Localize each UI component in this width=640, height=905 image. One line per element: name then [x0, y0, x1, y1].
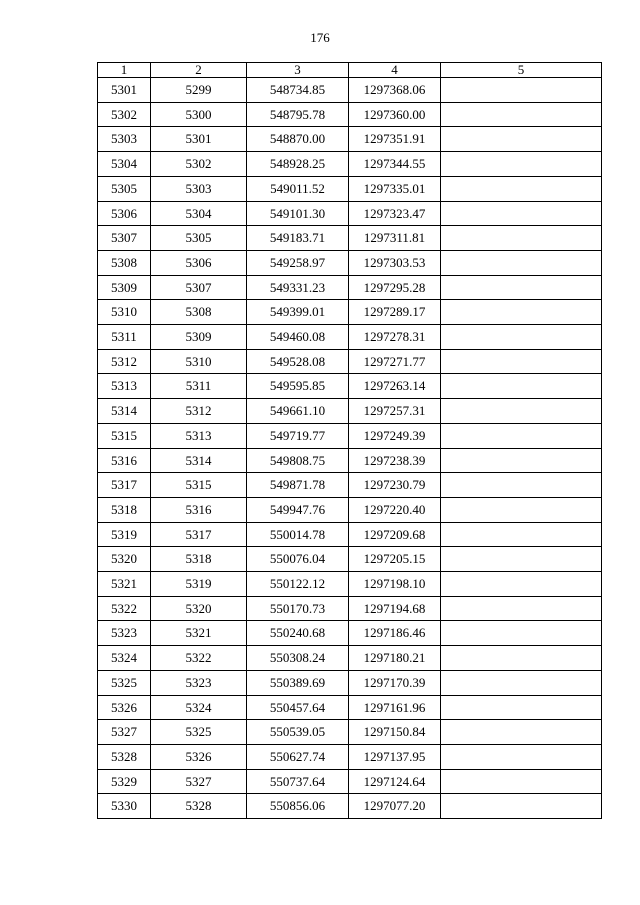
note-cell	[441, 695, 602, 720]
reference-number-cell: 5300	[151, 102, 247, 127]
column-header: 3	[247, 63, 349, 78]
point-number-cell: 5304	[98, 152, 151, 177]
y-coordinate-cell: 1297344.55	[349, 152, 441, 177]
note-cell	[441, 399, 602, 424]
x-coordinate-cell: 549011.52	[247, 176, 349, 201]
table-row	[98, 572, 602, 597]
x-coordinate-cell: 548928.25	[247, 152, 349, 177]
reference-number-cell: 5304	[151, 201, 247, 226]
table-row	[98, 226, 602, 251]
x-coordinate-cell: 548734.85	[247, 78, 349, 103]
y-coordinate-cell: 1297161.96	[349, 695, 441, 720]
table-row	[98, 374, 602, 399]
y-coordinate-cell: 1297249.39	[349, 423, 441, 448]
y-coordinate-cell: 1297180.21	[349, 646, 441, 671]
table-row	[98, 300, 602, 325]
reference-number-cell: 5318	[151, 547, 247, 572]
reference-number-cell: 5317	[151, 522, 247, 547]
reference-number-cell: 5313	[151, 423, 247, 448]
table-row	[98, 176, 602, 201]
point-number-cell: 5327	[98, 720, 151, 745]
x-coordinate-cell: 550076.04	[247, 547, 349, 572]
note-cell	[441, 769, 602, 794]
x-coordinate-cell: 550856.06	[247, 794, 349, 819]
point-number-cell: 5319	[98, 522, 151, 547]
y-coordinate-cell: 1297150.84	[349, 720, 441, 745]
reference-number-cell: 5302	[151, 152, 247, 177]
x-coordinate-cell: 550122.12	[247, 572, 349, 597]
y-coordinate-cell: 1297194.68	[349, 596, 441, 621]
reference-number-cell: 5314	[151, 448, 247, 473]
table-row	[98, 448, 602, 473]
reference-number-cell: 5307	[151, 275, 247, 300]
y-coordinate-cell: 1297278.31	[349, 325, 441, 350]
y-coordinate-cell: 1297209.68	[349, 522, 441, 547]
point-number-cell: 5315	[98, 423, 151, 448]
reference-number-cell: 5321	[151, 621, 247, 646]
y-coordinate-cell: 1297257.31	[349, 399, 441, 424]
table-row	[98, 621, 602, 646]
y-coordinate-cell: 1297170.39	[349, 670, 441, 695]
column-header: 2	[151, 63, 247, 78]
reference-number-cell: 5312	[151, 399, 247, 424]
x-coordinate-cell: 549331.23	[247, 275, 349, 300]
y-coordinate-cell: 1297295.28	[349, 275, 441, 300]
point-number-cell: 5318	[98, 497, 151, 522]
table-row	[98, 522, 602, 547]
table-body	[98, 78, 602, 819]
point-number-cell: 5310	[98, 300, 151, 325]
column-header: 5	[441, 63, 602, 78]
reference-number-cell: 5303	[151, 176, 247, 201]
x-coordinate-cell: 549871.78	[247, 473, 349, 498]
x-coordinate-cell: 549101.30	[247, 201, 349, 226]
point-number-cell: 5312	[98, 349, 151, 374]
point-number-cell: 5305	[98, 176, 151, 201]
x-coordinate-cell: 550240.68	[247, 621, 349, 646]
table-row	[98, 102, 602, 127]
point-number-cell: 5330	[98, 794, 151, 819]
x-coordinate-cell: 550627.74	[247, 744, 349, 769]
table-row	[98, 349, 602, 374]
point-number-cell: 5316	[98, 448, 151, 473]
note-cell	[441, 250, 602, 275]
coordinates-table	[97, 62, 602, 819]
table-row	[98, 399, 602, 424]
page-number: 176	[310, 30, 330, 45]
y-coordinate-cell: 1297220.40	[349, 497, 441, 522]
table-row	[98, 127, 602, 152]
table-row	[98, 769, 602, 794]
note-cell	[441, 127, 602, 152]
point-number-cell: 5308	[98, 250, 151, 275]
x-coordinate-cell: 550737.64	[247, 769, 349, 794]
column-header: 4	[349, 63, 441, 78]
note-cell	[441, 522, 602, 547]
point-number-cell: 5313	[98, 374, 151, 399]
note-cell	[441, 78, 602, 103]
table-row	[98, 720, 602, 745]
point-number-cell: 5302	[98, 102, 151, 127]
note-cell	[441, 300, 602, 325]
table-row	[98, 423, 602, 448]
point-number-cell: 5325	[98, 670, 151, 695]
x-coordinate-cell: 549595.85	[247, 374, 349, 399]
reference-number-cell: 5320	[151, 596, 247, 621]
header-row	[98, 63, 602, 78]
table-row	[98, 744, 602, 769]
table-row	[98, 78, 602, 103]
table-row	[98, 201, 602, 226]
reference-number-cell: 5326	[151, 744, 247, 769]
x-coordinate-cell: 550457.64	[247, 695, 349, 720]
point-number-cell: 5321	[98, 572, 151, 597]
y-coordinate-cell: 1297351.91	[349, 127, 441, 152]
point-number-cell: 5307	[98, 226, 151, 251]
column-header: 1	[98, 63, 151, 78]
reference-number-cell: 5309	[151, 325, 247, 350]
reference-number-cell: 5306	[151, 250, 247, 275]
point-number-cell: 5320	[98, 547, 151, 572]
point-number-cell: 5317	[98, 473, 151, 498]
reference-number-cell: 5316	[151, 497, 247, 522]
x-coordinate-cell: 550308.24	[247, 646, 349, 671]
y-coordinate-cell: 1297335.01	[349, 176, 441, 201]
x-coordinate-cell: 549460.08	[247, 325, 349, 350]
note-cell	[441, 794, 602, 819]
note-cell	[441, 744, 602, 769]
y-coordinate-cell: 1297303.53	[349, 250, 441, 275]
reference-number-cell: 5301	[151, 127, 247, 152]
note-cell	[441, 176, 602, 201]
x-coordinate-cell: 549399.01	[247, 300, 349, 325]
y-coordinate-cell: 1297186.46	[349, 621, 441, 646]
point-number-cell: 5306	[98, 201, 151, 226]
point-number-cell: 5303	[98, 127, 151, 152]
point-number-cell: 5301	[98, 78, 151, 103]
note-cell	[441, 621, 602, 646]
reference-number-cell: 5308	[151, 300, 247, 325]
x-coordinate-cell: 549183.71	[247, 226, 349, 251]
x-coordinate-cell: 550389.69	[247, 670, 349, 695]
reference-number-cell: 5315	[151, 473, 247, 498]
note-cell	[441, 670, 602, 695]
reference-number-cell: 5322	[151, 646, 247, 671]
note-cell	[441, 102, 602, 127]
point-number-cell: 5322	[98, 596, 151, 621]
table-row	[98, 325, 602, 350]
note-cell	[441, 374, 602, 399]
y-coordinate-cell: 1297137.95	[349, 744, 441, 769]
y-coordinate-cell: 1297289.17	[349, 300, 441, 325]
point-number-cell: 5314	[98, 399, 151, 424]
note-cell	[441, 572, 602, 597]
reference-number-cell: 5327	[151, 769, 247, 794]
note-cell	[441, 448, 602, 473]
note-cell	[441, 325, 602, 350]
note-cell	[441, 349, 602, 374]
table-row	[98, 695, 602, 720]
point-number-cell: 5309	[98, 275, 151, 300]
reference-number-cell: 5299	[151, 78, 247, 103]
y-coordinate-cell: 1297360.00	[349, 102, 441, 127]
x-coordinate-cell: 550539.05	[247, 720, 349, 745]
y-coordinate-cell: 1297271.77	[349, 349, 441, 374]
note-cell	[441, 596, 602, 621]
table-row	[98, 596, 602, 621]
table-row	[98, 670, 602, 695]
reference-number-cell: 5310	[151, 349, 247, 374]
x-coordinate-cell: 549808.75	[247, 448, 349, 473]
table-row	[98, 646, 602, 671]
x-coordinate-cell: 549661.10	[247, 399, 349, 424]
note-cell	[441, 226, 602, 251]
table-row	[98, 275, 602, 300]
y-coordinate-cell: 1297205.15	[349, 547, 441, 572]
x-coordinate-cell: 549528.08	[247, 349, 349, 374]
x-coordinate-cell: 548870.00	[247, 127, 349, 152]
reference-number-cell: 5305	[151, 226, 247, 251]
y-coordinate-cell: 1297230.79	[349, 473, 441, 498]
table-row	[98, 497, 602, 522]
x-coordinate-cell: 549947.76	[247, 497, 349, 522]
table-row	[98, 473, 602, 498]
point-number-cell: 5311	[98, 325, 151, 350]
reference-number-cell: 5325	[151, 720, 247, 745]
note-cell	[441, 152, 602, 177]
point-number-cell: 5326	[98, 695, 151, 720]
x-coordinate-cell: 549719.77	[247, 423, 349, 448]
note-cell	[441, 201, 602, 226]
reference-number-cell: 5328	[151, 794, 247, 819]
y-coordinate-cell: 1297323.47	[349, 201, 441, 226]
point-number-cell: 5324	[98, 646, 151, 671]
y-coordinate-cell: 1297077.20	[349, 794, 441, 819]
point-number-cell: 5329	[98, 769, 151, 794]
table-row	[98, 152, 602, 177]
note-cell	[441, 423, 602, 448]
note-cell	[441, 646, 602, 671]
x-coordinate-cell: 548795.78	[247, 102, 349, 127]
note-cell	[441, 473, 602, 498]
table-row	[98, 250, 602, 275]
note-cell	[441, 720, 602, 745]
x-coordinate-cell: 550014.78	[247, 522, 349, 547]
x-coordinate-cell: 550170.73	[247, 596, 349, 621]
reference-number-cell: 5319	[151, 572, 247, 597]
y-coordinate-cell: 1297368.06	[349, 78, 441, 103]
y-coordinate-cell: 1297311.81	[349, 226, 441, 251]
note-cell	[441, 497, 602, 522]
x-coordinate-cell: 549258.97	[247, 250, 349, 275]
y-coordinate-cell: 1297238.39	[349, 448, 441, 473]
y-coordinate-cell: 1297263.14	[349, 374, 441, 399]
y-coordinate-cell: 1297198.10	[349, 572, 441, 597]
table-row	[98, 547, 602, 572]
point-number-cell: 5328	[98, 744, 151, 769]
note-cell	[441, 275, 602, 300]
reference-number-cell: 5323	[151, 670, 247, 695]
table-row	[98, 794, 602, 819]
y-coordinate-cell: 1297124.64	[349, 769, 441, 794]
reference-number-cell: 5324	[151, 695, 247, 720]
table-header	[98, 63, 602, 78]
reference-number-cell: 5311	[151, 374, 247, 399]
point-number-cell: 5323	[98, 621, 151, 646]
note-cell	[441, 547, 602, 572]
